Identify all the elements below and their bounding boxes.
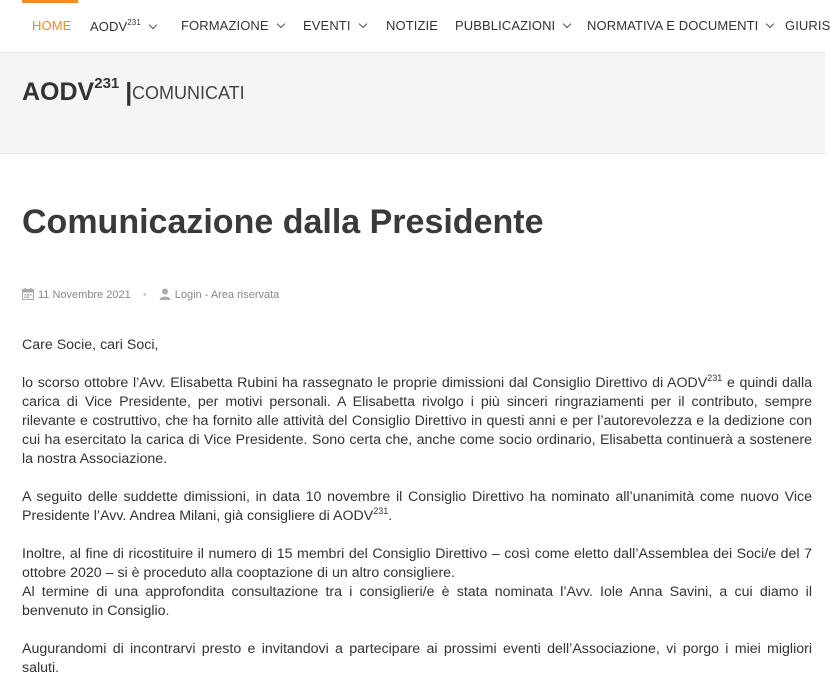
nav-item-label: FORMAZIONE [181,18,269,33]
nav-item-aodv[interactable] [90,18,156,34]
nav-item-normativa[interactable] [587,18,773,33]
paragraph-2 [22,488,812,526]
nav-item-label: GIURIS [785,18,830,33]
superscript: 231 [373,506,389,516]
banner-subtitle: COMUNICATI [132,83,245,103]
paragraph-1 [22,374,812,469]
paragraph-4: Augurandomi di incontrarvi presto e invitandovi a partecipare ai prossimi eventi dell’Associazione, vi porgo i miei migliori saluti. [22,641,812,676]
nav-item-pubblicazioni[interactable] [455,18,570,33]
superscript: 231 [707,373,723,383]
chevron-down-icon [276,20,284,28]
paragraph-text: A seguito delle suddette dimissioni, in data 10 novembre il Consiglio Direttivo ha nominato all’unanimità come nuovo Vice Presidente l’Avv. Andrea Milani, già consigliere di AODV [22,489,812,524]
nav-item-formazione[interactable] [181,18,284,33]
nav-item-label: HOME [32,18,72,33]
paragraph-text: Inoltre, al fine di ricostituire il numero di 15 membri del Consiglio Direttivo – così come eletto dall’Assemblea dei Soci/e del 7 ottobre 2020 – si è proceduto alla cooptazione di un altro consigliere. [22,546,812,581]
calendar-icon [22,288,34,303]
banner-title-sup: 231 [94,75,120,92]
paragraph-text: Al termine di una approfondita consultazione tra i consiglieri/e è stata nominata l’Avv. Iole Anna Savini, a cui diamo il benvenuto in Consiglio. [22,584,812,619]
post-date: 11 Novembre 2021 [38,289,131,301]
nav-item-label: NOTIZIE [386,18,438,33]
chevron-down-icon [149,21,157,29]
post-meta [22,288,279,303]
meta-separator: • [142,289,147,301]
paragraph-text: . [388,508,393,524]
nav-item-sup: 231 [127,18,141,27]
nav-item-label: AODV [90,19,128,34]
main-nav [0,0,830,53]
chevron-down-icon [358,20,366,28]
paragraph-text: e quindi dalla carica di Vice Presidente, per motivi personali. A Elisabetta rivolgo i più sinceri ringraziamenti per il contributo, sempre rilevante e costruttivo, che ha fornito alle attività del Consiglio Direttivo in questi anni e per l’autorevolezza e la dedizione con cui ha esercitato la carica di Vice Presidente. Sono certa che, anche come socio ordinario, Elisabetta continuerà a sostenere la nostra Associazione. [22,375,812,467]
banner-title-text: AODV [22,78,95,106]
nav-active-indicator [22,0,78,3]
nav-item-label: PUBBLICAZIONI [455,18,556,33]
chevron-down-icon [563,20,571,28]
banner-separator: | [125,78,133,106]
banner-title [22,75,132,107]
post-content [22,336,812,697]
chevron-down-icon [766,20,774,28]
nav-item-home[interactable] [32,18,71,33]
nav-item-eventi[interactable] [303,18,366,33]
nav-item-notizie[interactable] [386,18,438,33]
paragraph-text: lo scorso ottobre l’Avv. Elisabetta Rubini ha rassegnato le proprie dimissioni dal Consiglio Direttivo di AODV [22,375,708,391]
page-banner [0,53,825,154]
user-icon [159,288,171,303]
greeting: Care Socie, cari Soci, [22,337,159,353]
author-link[interactable]: Login - Area riservata [174,289,280,301]
nav-item-label: NORMATIVA E DOCUMENTI [587,18,759,33]
post-title: Comunicazione dalla Presidente [22,203,544,241]
paragraph-3 [22,545,812,621]
nav-item-label: EVENTI [303,18,351,33]
nav-item-giuris[interactable] [785,18,830,33]
